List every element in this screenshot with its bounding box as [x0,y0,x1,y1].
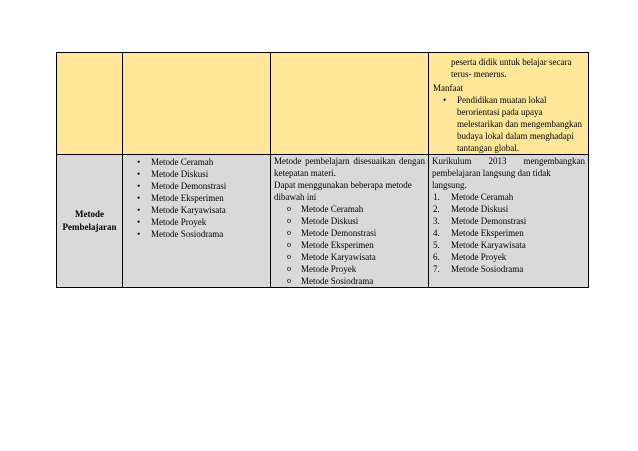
list-item: • Metode Ceramah [123,156,270,168]
list-item: 7. Metode Sosiodrama [433,264,524,274]
list-item: 3. Metode Demonstrasi [433,216,527,226]
list-item: • Metode Proyek [123,216,270,228]
list-item: o Metode Diskusi [271,215,428,227]
col4-method-list [429,191,588,275]
row2-col3-cell [271,155,429,288]
continuation-line-1: peserta didik untuk belajar secara [451,57,572,67]
list-item: 4. Metode Eksperimen [433,228,524,238]
list-item: o Metode Sosiodrama [271,275,428,287]
col3-lead-line-1: Dapat menggunakan beberapa metode [274,180,412,190]
row2-col2-cell [123,155,271,288]
row2-col4-cell [429,155,589,288]
row1-col2-cell [123,53,271,155]
row1-label-cell [57,53,123,155]
list-item: • Metode Eksperimen [123,192,270,204]
manfaat-item: • Pendidikan muatan lokal berorientasi pada upaya melestarikan dan mengembangkan budaya lokal dalam menghadapi tantangan global. [429,94,588,154]
list-item: o Metode Proyek [271,263,428,275]
col2-method-list [123,155,270,240]
list-item: o Metode Karyawisata [271,251,428,263]
col3-method-list [271,203,428,287]
list-item: • Metode Demonstrasi [123,180,270,192]
list-item: o Metode Ceramah [271,203,428,215]
list-item: 1. Metode Ceramah [433,192,514,202]
list-item: • Metode Karyawisata [123,204,270,216]
col4-intro-line-1: Kurikulum 2013 mengembangkan [432,156,585,166]
col3-lead-line-2: dibawah ini [274,192,317,202]
col3-intro-line-2: ketepatan materi. [274,168,336,178]
list-item: 2. Metode Diskusi [433,204,509,214]
comparison-table [56,52,588,288]
list-item: o Metode Eksperimen [271,239,428,251]
table-row-manfaat [57,53,589,155]
list-item: 6. Metode Proyek [433,252,507,262]
continuation-line-2: terus- menerus. [451,69,507,79]
manfaat-list [429,94,588,154]
col3-intro-line-1: Metode pembelajarn disesuaikan dengan [274,156,425,166]
list-item: 5. Metode Karyawisata [433,240,526,250]
row-label-metode-pembelajaran: Metode Pembelajaran [57,155,123,288]
row1-col4-cell [429,53,589,155]
list-item: • Metode Diskusi [123,168,270,180]
list-item: o Metode Demonstrasi [271,227,428,239]
list-item: • Metode Sosiodrama [123,228,270,240]
row1-col3-cell [271,53,429,155]
manfaat-heading: Manfaat [433,83,463,93]
col4-intro-line-2: pembelajaran langsung dan tidak langsung. [432,168,551,190]
table-row-metode [57,155,589,288]
